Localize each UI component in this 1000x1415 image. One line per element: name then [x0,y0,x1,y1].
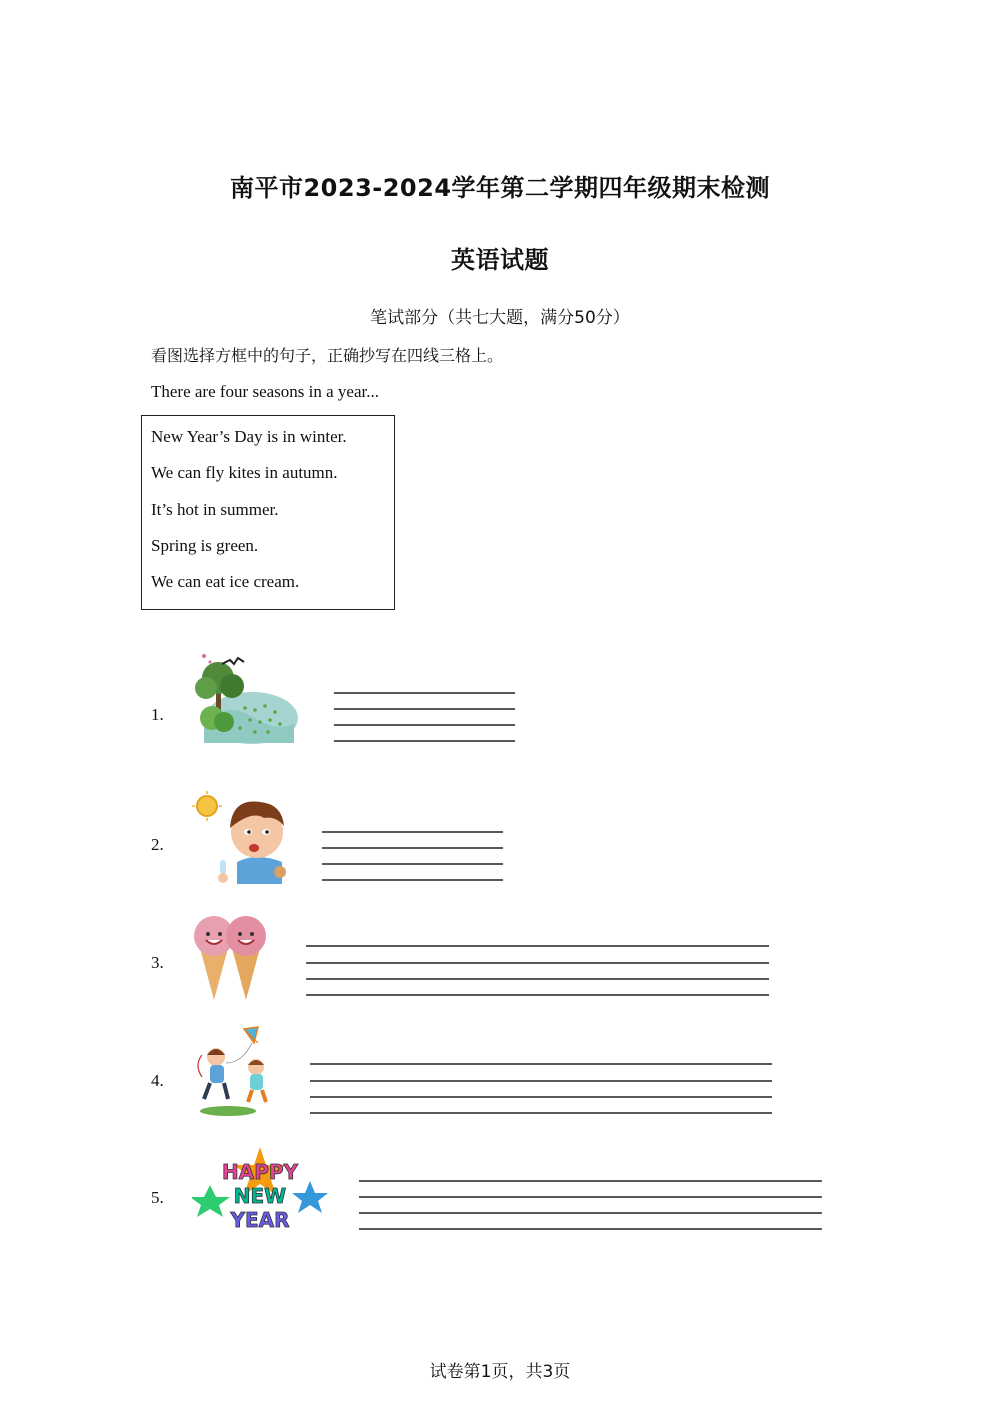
question-1-number: 1. [151,705,164,724]
year-text: YEAR [230,1208,290,1232]
writing-lines-5 [359,1180,825,1232]
writing-lines-4 [310,1063,775,1115]
option-4: Spring is green. [151,536,259,555]
exam-title: 南平市2023-2024学年第二学期四年级期末检测 [229,174,771,202]
new-text: NEW [233,1184,287,1208]
option-2: We can fly kites in autumn. [151,463,338,482]
writing-lines-1 [334,692,516,742]
option-5: We can eat ice cream. [151,572,300,591]
happy-new-year-picture [192,1145,328,1235]
option-3: It’s hot in summer. [151,500,279,519]
sentence-options-box [141,415,395,610]
happy-text: HAPPY [221,1160,299,1184]
question-3-number: 3. [151,953,164,972]
ice-cream-picture [192,908,274,1004]
question-5-number: 5. [151,1188,164,1207]
intro-sentence: There are four seasons in a year... [151,382,379,401]
question-4-number: 4. [151,1071,164,1090]
writing-lines-2 [322,831,504,881]
option-1: New Year’s Day is in winter. [151,427,347,446]
hot-boy-picture [192,790,292,890]
kids-flying-kite-picture [192,1025,284,1120]
exam-subject: 英语试题 [451,246,549,274]
spring-landscape-picture [190,648,300,748]
section-note: 笔试部分（共七大题，满分50分） [370,308,630,328]
page-footer: 试卷第1页，共3页 [429,1362,571,1382]
instruction: 看图选择方框中的句子，正确抄写在四线三格上。 [151,346,504,365]
question-2-number: 2. [151,835,164,854]
writing-lines-3 [306,945,771,997]
